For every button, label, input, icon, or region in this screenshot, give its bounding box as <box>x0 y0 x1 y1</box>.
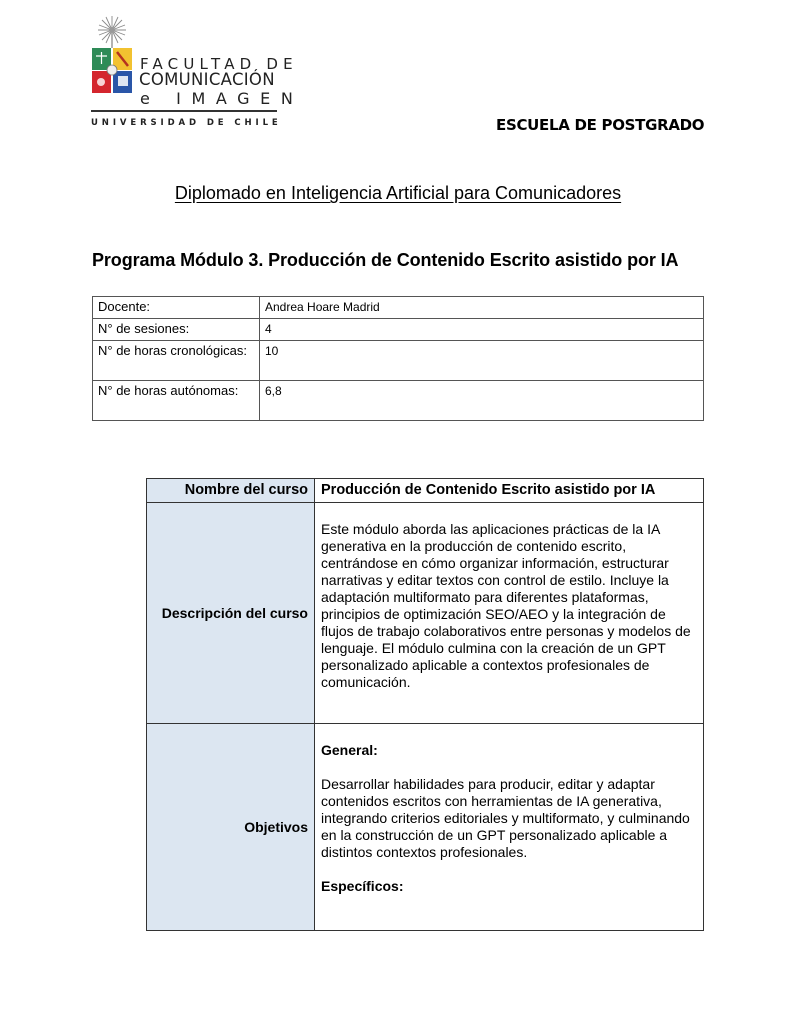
logo-faculty-line1: FACULTAD DE <box>140 55 298 73</box>
logo-divider <box>91 110 277 112</box>
info-label-docente: Docente: <box>93 297 260 319</box>
course-name-value: Producción de Contenido Escrito asistido por IA <box>315 479 704 503</box>
table-row <box>93 341 704 381</box>
info-value-docente: Andrea Hoare Madrid <box>260 297 704 319</box>
info-value-horas-cronologicas: 10 <box>260 341 704 381</box>
info-value-sesiones: 4 <box>260 319 704 341</box>
faculty-logo <box>90 14 304 128</box>
table-row <box>93 319 704 341</box>
objectives-label: Objetivos <box>147 724 315 931</box>
table-row <box>147 503 704 724</box>
logo-university-name: UNIVERSIDAD DE CHILE <box>91 118 282 128</box>
course-table <box>146 478 704 931</box>
spacer <box>321 861 697 878</box>
course-name-label: Nombre del curso <box>147 479 315 503</box>
general-objective-heading: General: <box>321 742 378 758</box>
table-row <box>147 724 704 931</box>
program-title <box>0 183 800 204</box>
logo-faculty-line3: e IMAGEN <box>140 89 304 108</box>
logo-faculty-line2: COMUNICACIÓN <box>139 70 275 89</box>
info-label-horas-cronologicas: N° de horas cronológicas: <box>93 341 260 381</box>
info-value-horas-autonomas: 6,8 <box>260 381 704 421</box>
general-objective-text: Desarrollar habilidades para producir, editar y adaptar contenidos escritos con herramientas de IA generativa, integrando criterios editoriales y multiformato, y culminando en la construcción de un GPT personalizado aplicable a distintos contextos profesionales. <box>321 776 690 860</box>
objectives-content <box>315 724 704 931</box>
module-title: Programa Módulo 3. Producción de Contenido Escrito asistido por IA <box>92 250 679 270</box>
table-row <box>93 381 704 421</box>
course-description-text: Este módulo aborda las aplicaciones prácticas de la IA generativa en la producción de contenido escrito, centrándose en cómo organizar información, estructurar narrativas y editar textos con control de estilo. Incluye la adaptación multiformato para diferentes plataformas, principios de optimización SEO/AEO y la integración de flujos de trabajo colaborativos entre personas y modelos de lenguaje. El módulo culmina con la creación de un GPT personalizado aplicable a contextos profesionales de comunicación. <box>315 503 704 724</box>
university-shield-icon <box>90 14 134 104</box>
specific-objectives-heading: Específicos: <box>321 878 404 894</box>
program-title-text: Diplomado en Inteligencia Artificial para Comunicadores <box>174 183 622 203</box>
spacer <box>321 759 697 776</box>
table-row <box>93 297 704 319</box>
info-label-sesiones: N° de sesiones: <box>93 319 260 341</box>
school-name: ESCUELA DE POSTGRADO <box>496 116 705 134</box>
info-label-horas-autonomas: N° de horas autónomas: <box>93 381 260 421</box>
table-row <box>147 479 704 503</box>
module-info-table <box>92 296 704 421</box>
course-description-label: Descripción del curso <box>147 503 315 724</box>
